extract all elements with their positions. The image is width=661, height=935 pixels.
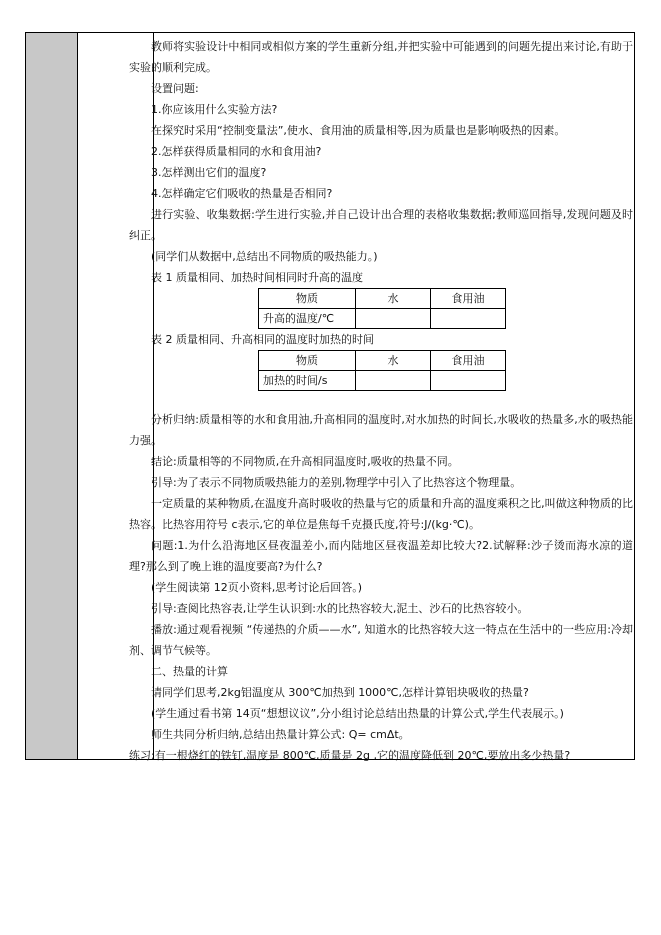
- table-row: [259, 309, 506, 329]
- paragraph: 播放:通过观看视频 “传递热的介质——水”, 知道水的比热容较大这一特点在生活中的一些应用:冷却剂、调节气候等。: [129, 623, 633, 657]
- paragraph: 在探究时采用“控制变量法”,使水、食用油的质量相等,因为质量也是影响吸热的因素。: [151, 124, 566, 137]
- table-row-label: 升高的温度/℃: [259, 309, 356, 329]
- table-cell-empty: [431, 371, 506, 391]
- table-row-label: 加热的时间/s: [259, 371, 356, 391]
- table-header-cell: 水: [356, 289, 431, 309]
- paragraph: 请同学们思考,2kg铝温度从 300℃加热到 1000℃,怎样计算铝块吸收的热量?: [151, 686, 529, 699]
- question-item: 2.怎样获得质量相同的水和食用油?: [151, 145, 322, 158]
- paragraph: (同学们从数据中,总结出不同物质的吸热能力。): [151, 250, 378, 263]
- table-cell-empty: [356, 371, 431, 391]
- question-item: 3.怎样测出它们的温度?: [151, 166, 267, 179]
- table2: [258, 350, 506, 391]
- table1-caption: 表 1 质量相同、加热时间相同时升高的温度: [151, 271, 363, 284]
- shaded-column: [26, 33, 78, 759]
- paragraph: 结论:质量相等的不同物质,在升高相同温度时,吸收的热量不同。: [151, 455, 459, 468]
- paragraph: 教师将实验设计中相同或相似方案的学生重新分组,并把实验中可能遇到的问题先提出来讨论,有助于实验的顺利完成。: [129, 40, 633, 74]
- paragraph: 问题:1.为什么沿海地区昼夜温差小,而内陆地区昼夜温差却比较大?2.试解释:沙子烫而海水凉的道理?那么到了晚上谁的温度要高?为什么?: [129, 539, 633, 573]
- table-row: [259, 289, 506, 309]
- table-header-cell: 水: [356, 351, 431, 371]
- question-item: 4.怎样确定它们吸收的热量是否相同?: [151, 187, 333, 200]
- paragraph: 设置问题:: [151, 82, 199, 95]
- paragraph: 进行实验、收集数据:学生进行实验,并自己设计出合理的表格收集数据;教师巡回指导,发现问题及时纠正。: [129, 208, 633, 242]
- table-header-cell: 食用油: [431, 289, 506, 309]
- table1: [258, 288, 506, 329]
- paragraph: (学生阅读第 12页小资料,思考讨论后回答。): [151, 581, 363, 594]
- question-item: 1.你应该用什么实验方法?: [151, 103, 278, 116]
- table-header-cell: 物质: [259, 351, 356, 371]
- section-heading: 二、热量的计算: [151, 665, 228, 678]
- table-row: [259, 371, 506, 391]
- paragraph: 分析归纳:质量相等的水和食用油,升高相同的温度时,对水加热的时间长,水吸收的热量多,水的吸热能力强。: [129, 413, 633, 447]
- exercise: 练习:有一根烧红的铁钉,温度是 800℃,质量是 2g ,它的温度降低到 20℃,要放出多少热量?: [129, 749, 571, 762]
- paragraph: 一定质量的某种物质,在温度升高时吸收的热量与它的质量和升高的温度乘积之比,叫做这种物质的比热容。比热容用符号 c表示,它的单位是焦每千克摄氏度,符号:J/(kg·℃)。: [129, 497, 633, 531]
- paragraph: 引导:为了表示不同物质吸热能力的差别,物理学中引入了比热容这个物理量。: [151, 476, 522, 489]
- table-row: [259, 351, 506, 371]
- table-cell-empty: [431, 309, 506, 329]
- paragraph: (学生通过看书第 14页“想想议议”,分小组讨论总结出热量的计算公式,学生代表展示。): [151, 707, 564, 720]
- lesson-content: [129, 36, 633, 766]
- paragraph: 引导:查阅比热容表,让学生认识到:水的比热容较大,泥土、沙石的比热容较小。: [151, 602, 529, 615]
- paragraph: 师生共同分析归纳,总结出热量计算公式: Q= cmΔt。: [151, 728, 410, 741]
- table2-caption: 表 2 质量相同、升高相同的温度时加热的时间: [151, 333, 374, 346]
- table-cell-empty: [356, 309, 431, 329]
- table-header-cell: 食用油: [431, 351, 506, 371]
- table-header-cell: 物质: [259, 289, 356, 309]
